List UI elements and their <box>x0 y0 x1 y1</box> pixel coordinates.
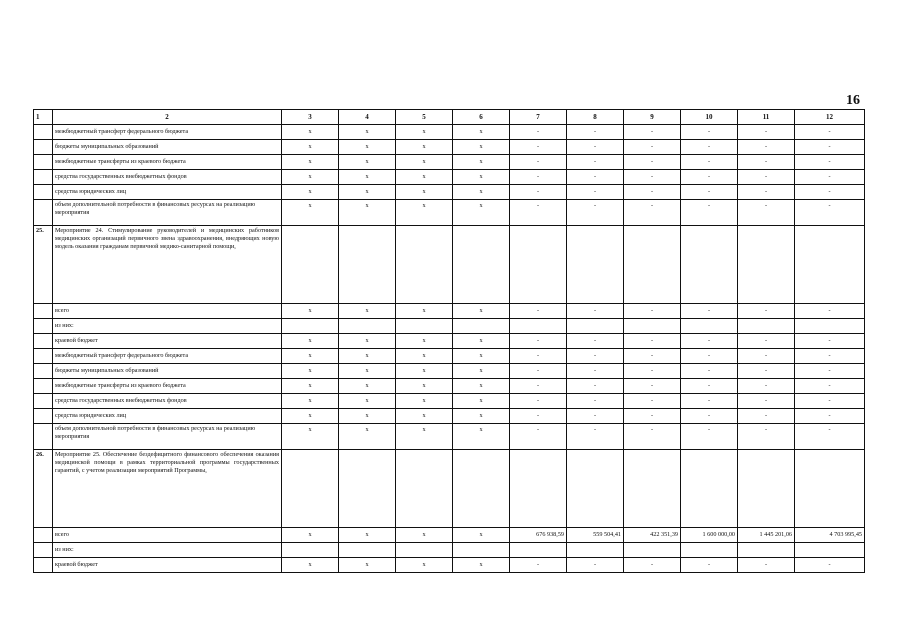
row-label: всего <box>53 528 282 543</box>
table-cell: x <box>282 364 339 379</box>
table-cell: - <box>738 394 795 409</box>
table-cell: x <box>453 528 510 543</box>
table-cell: x <box>282 170 339 185</box>
table-cell: x <box>339 155 396 170</box>
table-cell: - <box>738 558 795 573</box>
table-cell <box>510 450 567 528</box>
table-cell: x <box>396 409 453 424</box>
header-cell: 1 <box>34 110 53 125</box>
row-number <box>34 170 53 185</box>
table-cell: - <box>624 155 681 170</box>
table-cell: - <box>795 409 865 424</box>
table-row <box>34 543 865 558</box>
table-cell: x <box>282 155 339 170</box>
table-cell: - <box>681 125 738 140</box>
table-cell <box>624 319 681 334</box>
row-number <box>34 155 53 170</box>
table-cell: 559 504,41 <box>567 528 624 543</box>
table-cell: x <box>453 334 510 349</box>
table-cell: x <box>339 528 396 543</box>
table-cell: - <box>681 349 738 364</box>
table-cell: - <box>567 304 624 319</box>
table-cell: - <box>510 394 567 409</box>
table-cell: x <box>453 125 510 140</box>
table-cell <box>567 543 624 558</box>
table-cell: - <box>738 334 795 349</box>
table-cell <box>282 450 339 528</box>
table-cell: - <box>567 364 624 379</box>
row-number <box>34 200 53 226</box>
row-number <box>34 334 53 349</box>
table-cell: x <box>282 200 339 226</box>
table-cell: x <box>282 558 339 573</box>
table-cell: - <box>567 424 624 450</box>
row-number: 25. <box>34 226 53 304</box>
table-cell: x <box>282 424 339 450</box>
table-cell <box>681 543 738 558</box>
header-cell: 11 <box>738 110 795 125</box>
table-row <box>34 319 865 334</box>
header-cell: 5 <box>396 110 453 125</box>
table-row <box>34 200 865 226</box>
header-cell: 12 <box>795 110 865 125</box>
table-cell: - <box>510 140 567 155</box>
table-cell: x <box>339 140 396 155</box>
table-cell <box>567 319 624 334</box>
row-label: бюджеты муниципальных образований <box>53 140 282 155</box>
table-cell: - <box>510 304 567 319</box>
table-cell <box>339 543 396 558</box>
table-cell: x <box>339 409 396 424</box>
table-cell <box>339 450 396 528</box>
table-cell: - <box>681 200 738 226</box>
table-cell: - <box>624 125 681 140</box>
table-cell: - <box>567 394 624 409</box>
table-cell: 676 938,59 <box>510 528 567 543</box>
table-cell: - <box>510 364 567 379</box>
row-label: средства юридических лиц <box>53 409 282 424</box>
table-cell <box>795 226 865 304</box>
row-label: краевой бюджет <box>53 334 282 349</box>
event-description: Мероприятие 24. Стимулирование руководителей и медицинских работников медицинских организаций первичного звена здравоохранения, внедряющих новую модель оказания гражданам первичной медико-санитарной помощи, <box>53 226 282 304</box>
row-label: объем дополнительной потребности в финансовых ресурсах на реализацию мероприятия <box>53 200 282 226</box>
row-number <box>34 379 53 394</box>
table-cell <box>453 319 510 334</box>
table-cell: x <box>339 394 396 409</box>
table-cell: - <box>624 349 681 364</box>
program-table <box>33 109 865 573</box>
table-cell: - <box>567 200 624 226</box>
table-cell: x <box>282 304 339 319</box>
table-row <box>34 528 865 543</box>
table-cell: x <box>339 424 396 450</box>
table-cell <box>396 450 453 528</box>
table-cell: x <box>453 140 510 155</box>
table-cell: x <box>282 349 339 364</box>
row-label: средства государственных внебюджетных фондов <box>53 394 282 409</box>
table-cell: x <box>453 349 510 364</box>
row-number <box>34 558 53 573</box>
table-cell: - <box>681 170 738 185</box>
row-number <box>34 140 53 155</box>
table-row <box>34 155 865 170</box>
table-cell: 422 351,39 <box>624 528 681 543</box>
table-cell: x <box>339 200 396 226</box>
row-number <box>34 349 53 364</box>
table-cell: x <box>282 394 339 409</box>
table-cell <box>681 450 738 528</box>
header-cell: 2 <box>53 110 282 125</box>
table-cell <box>624 450 681 528</box>
row-number <box>34 364 53 379</box>
row-number <box>34 543 53 558</box>
table-cell: x <box>396 200 453 226</box>
row-label: средства государственных внебюджетных фондов <box>53 170 282 185</box>
table-cell: - <box>510 349 567 364</box>
header-cell: 7 <box>510 110 567 125</box>
table-cell <box>396 319 453 334</box>
table-cell: - <box>510 424 567 450</box>
table-cell: - <box>624 379 681 394</box>
table-cell: - <box>795 349 865 364</box>
table-cell: - <box>738 349 795 364</box>
table-cell: 1 445 201,06 <box>738 528 795 543</box>
table-cell: - <box>624 409 681 424</box>
table-cell: - <box>624 424 681 450</box>
page-number: 16 <box>846 93 860 108</box>
row-number: 26. <box>34 450 53 528</box>
table-cell: - <box>510 200 567 226</box>
table-cell: - <box>510 334 567 349</box>
table-cell <box>567 450 624 528</box>
table-cell: x <box>453 155 510 170</box>
table-cell: - <box>681 364 738 379</box>
table-cell: - <box>624 334 681 349</box>
table-cell <box>624 226 681 304</box>
table-cell: - <box>681 304 738 319</box>
row-label: из них: <box>53 543 282 558</box>
table-row <box>34 125 865 140</box>
table-cell: - <box>738 185 795 200</box>
row-label: средства юридических лиц <box>53 185 282 200</box>
table-cell: - <box>795 364 865 379</box>
row-label: из них: <box>53 319 282 334</box>
table-cell: - <box>567 125 624 140</box>
table-cell: - <box>567 379 624 394</box>
table-cell: x <box>396 155 453 170</box>
table-cell: x <box>453 170 510 185</box>
table-cell: x <box>339 125 396 140</box>
table-cell: - <box>567 409 624 424</box>
table-row <box>34 304 865 319</box>
table-cell: x <box>396 424 453 450</box>
table-cell <box>339 226 396 304</box>
table-cell: - <box>738 125 795 140</box>
table-cell: x <box>339 185 396 200</box>
table-cell <box>795 543 865 558</box>
table-cell: x <box>339 558 396 573</box>
table-cell: - <box>624 170 681 185</box>
table-cell: x <box>282 125 339 140</box>
table-row <box>34 379 865 394</box>
table-cell <box>396 226 453 304</box>
header-row <box>34 110 865 125</box>
table-cell: - <box>738 409 795 424</box>
table-cell: x <box>396 304 453 319</box>
table-cell: - <box>510 409 567 424</box>
row-label: межбюджетный трансферт федерального бюджета <box>53 125 282 140</box>
table-row <box>34 394 865 409</box>
table-cell: - <box>681 558 738 573</box>
table-cell: - <box>795 304 865 319</box>
table-cell: - <box>624 140 681 155</box>
table-cell: x <box>396 528 453 543</box>
table-cell: x <box>282 185 339 200</box>
table-cell: x <box>396 125 453 140</box>
table-cell <box>795 450 865 528</box>
row-label: краевой бюджет <box>53 558 282 573</box>
table-cell: - <box>795 200 865 226</box>
table-cell: - <box>681 185 738 200</box>
header-cell: 10 <box>681 110 738 125</box>
table-cell: x <box>396 558 453 573</box>
event-row <box>34 226 865 304</box>
table-row <box>34 409 865 424</box>
table-cell: - <box>795 170 865 185</box>
table-cell: - <box>681 140 738 155</box>
event-description: Мероприятие 25. Обеспечение бездефицитного финансового обеспечения оказания медицинской помощи в рамках территориальной программы государственных гарантий, с учетом реализации мероприятий Программы, <box>53 450 282 528</box>
table-cell: - <box>795 394 865 409</box>
table-cell: - <box>795 155 865 170</box>
table-cell: x <box>396 394 453 409</box>
table-cell: x <box>282 528 339 543</box>
table-cell: - <box>681 394 738 409</box>
table-cell: x <box>453 304 510 319</box>
row-number <box>34 424 53 450</box>
table-cell: x <box>396 379 453 394</box>
table-cell: - <box>567 334 624 349</box>
table-row <box>34 349 865 364</box>
table-row <box>34 185 865 200</box>
table-cell: 1 600 000,00 <box>681 528 738 543</box>
row-label: объем дополнительной потребности в финансовых ресурсах на реализацию мероприятия <box>53 424 282 450</box>
event-row <box>34 450 865 528</box>
table-cell: x <box>453 379 510 394</box>
table-cell: - <box>510 155 567 170</box>
table-cell: - <box>510 125 567 140</box>
table-cell <box>510 226 567 304</box>
table-cell: - <box>795 185 865 200</box>
row-label: бюджеты муниципальных образований <box>53 364 282 379</box>
table-cell: - <box>624 185 681 200</box>
row-label: межбюджетные трансферты из краевого бюджета <box>53 155 282 170</box>
table-cell: - <box>738 140 795 155</box>
table-cell: x <box>282 334 339 349</box>
table-cell: - <box>738 155 795 170</box>
table-cell: x <box>453 185 510 200</box>
table-cell: x <box>453 200 510 226</box>
table-cell <box>282 319 339 334</box>
table-cell: x <box>453 558 510 573</box>
table-cell: - <box>795 334 865 349</box>
table-cell <box>282 543 339 558</box>
table-cell: - <box>567 140 624 155</box>
header-cell: 6 <box>453 110 510 125</box>
table-cell: - <box>567 349 624 364</box>
table-cell: x <box>396 140 453 155</box>
table-cell <box>510 543 567 558</box>
header-cell: 8 <box>567 110 624 125</box>
header-cell: 4 <box>339 110 396 125</box>
table-cell: - <box>681 424 738 450</box>
table-cell <box>510 319 567 334</box>
table-cell <box>681 226 738 304</box>
row-number <box>34 304 53 319</box>
table-cell: - <box>681 409 738 424</box>
table-cell: x <box>282 379 339 394</box>
row-number <box>34 185 53 200</box>
row-label: всего <box>53 304 282 319</box>
table-cell: - <box>510 558 567 573</box>
table-cell <box>738 543 795 558</box>
table-cell: - <box>795 379 865 394</box>
table-cell: - <box>681 334 738 349</box>
table-cell <box>795 319 865 334</box>
table-cell: x <box>396 185 453 200</box>
table-row <box>34 424 865 450</box>
table-cell <box>453 543 510 558</box>
table-cell: - <box>738 200 795 226</box>
table-cell: - <box>795 125 865 140</box>
table-cell: - <box>738 379 795 394</box>
table-row <box>34 170 865 185</box>
table-cell <box>738 226 795 304</box>
table-cell: - <box>567 170 624 185</box>
table-cell <box>738 450 795 528</box>
table-cell: - <box>681 155 738 170</box>
table-cell: - <box>795 424 865 450</box>
row-number <box>34 319 53 334</box>
table-cell: x <box>453 409 510 424</box>
table-row <box>34 558 865 573</box>
table-cell: x <box>453 364 510 379</box>
table-cell: - <box>510 185 567 200</box>
table-cell: 4 703 995,45 <box>795 528 865 543</box>
table-cell: x <box>453 394 510 409</box>
table-cell: - <box>795 140 865 155</box>
table-cell: x <box>339 304 396 319</box>
table-cell: - <box>624 394 681 409</box>
table-cell <box>681 319 738 334</box>
table-cell: - <box>624 200 681 226</box>
table-cell: - <box>738 304 795 319</box>
table-cell <box>567 226 624 304</box>
table-cell: - <box>510 170 567 185</box>
row-label: межбюджетный трансферт федерального бюджета <box>53 349 282 364</box>
table-cell: x <box>339 364 396 379</box>
table-cell <box>339 319 396 334</box>
row-label: межбюджетные трансферты из краевого бюджета <box>53 379 282 394</box>
table-cell: - <box>624 558 681 573</box>
table-cell <box>453 450 510 528</box>
header-cell: 3 <box>282 110 339 125</box>
table-row <box>34 140 865 155</box>
table-cell: - <box>738 170 795 185</box>
table-cell <box>624 543 681 558</box>
table-cell: x <box>453 424 510 450</box>
table-cell: x <box>339 170 396 185</box>
table-cell: x <box>396 334 453 349</box>
table-cell: - <box>738 364 795 379</box>
table-cell <box>282 226 339 304</box>
table-cell: x <box>396 364 453 379</box>
table-cell: - <box>567 155 624 170</box>
table-cell <box>396 543 453 558</box>
table-cell: - <box>510 379 567 394</box>
table-cell: - <box>738 424 795 450</box>
row-number <box>34 394 53 409</box>
table-cell: x <box>339 334 396 349</box>
table-cell: x <box>396 349 453 364</box>
table-cell: - <box>624 304 681 319</box>
row-number <box>34 125 53 140</box>
table-cell: x <box>339 379 396 394</box>
row-number <box>34 409 53 424</box>
table-cell: - <box>567 558 624 573</box>
table-row <box>34 364 865 379</box>
table-cell: - <box>624 364 681 379</box>
row-number <box>34 528 53 543</box>
table-cell <box>453 226 510 304</box>
table-cell: - <box>795 558 865 573</box>
table-cell: - <box>567 185 624 200</box>
table-cell <box>738 319 795 334</box>
table-cell: x <box>396 170 453 185</box>
table-cell: - <box>681 379 738 394</box>
table-cell: x <box>282 140 339 155</box>
header-cell: 9 <box>624 110 681 125</box>
table-cell: x <box>339 349 396 364</box>
table-cell: x <box>282 409 339 424</box>
table-row <box>34 334 865 349</box>
